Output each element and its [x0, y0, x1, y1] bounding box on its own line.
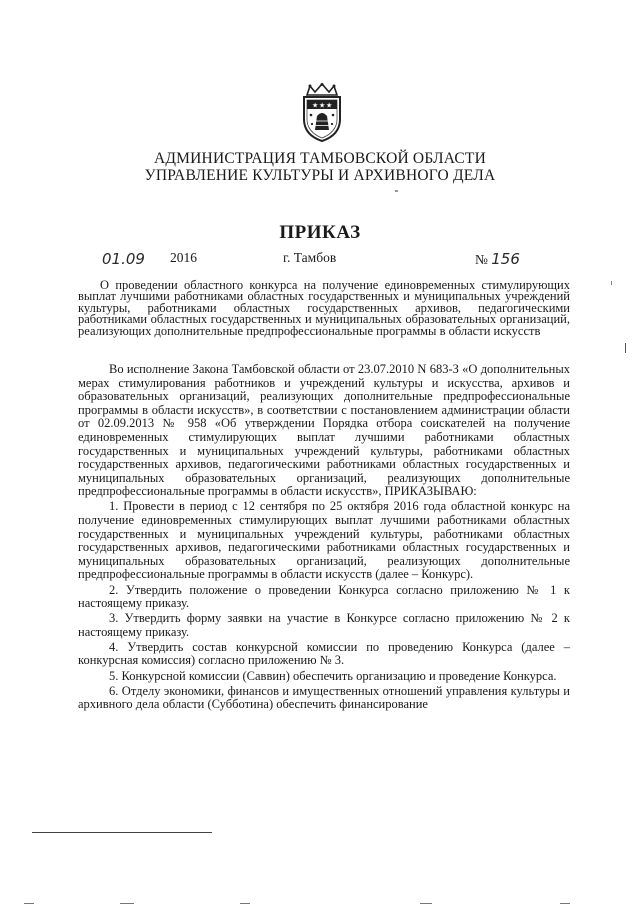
clause-6: 6. Отделу экономики, финансов и имущественных отношений управления культуры и архивного дела области (Субботина) обеспечить финансирование: [78, 683, 570, 712]
scan-edge-mark: [24, 903, 34, 904]
clause-4: 4. Утвердить состав конкурсной комиссии по проведению Конкурса (далее – конкурсная комиссия) согласно приложению № 3.: [78, 639, 570, 668]
coat-of-arms-icon: [298, 83, 346, 143]
document-title: ПРИКАЗ: [279, 222, 361, 243]
order-number: [475, 250, 520, 268]
margin-tick: [611, 281, 612, 285]
order-year: 2016: [170, 250, 197, 265]
svg-text:★: ★: [312, 101, 319, 110]
scan-speck: [395, 190, 398, 192]
clause-3: 3. Утвердить форму заявки на участие в Конкурсе согласно приложению № 2 к настоящему приказу.: [78, 611, 570, 639]
agency-line-1: АДМИНИСТРАЦИЯ ТАМБОВСКОЙ ОБЛАСТИ: [154, 150, 486, 167]
clause-1: 1. Провести в период с 12 сентября по 25 октября 2016 года областной конкурс на получение единовременных стимулирующих выплат лучшими работниками областных государственных и муниципальных учреждений культуры, работниками областных государственных архивов, педагогическими работниками областных государственных и муниципальных образовательных организаций, реализующих дополнительные предпрофессиональные программы в области искусств (далее – Конкурс).: [78, 499, 570, 582]
order-date: 01.09: [102, 250, 145, 268]
order-number-label: №: [475, 252, 488, 267]
scan-edge-mark: [420, 903, 432, 904]
clause-5: 5. Конкурсной комиссии (Саввин) обеспечить организацию и проведение Конкурса.: [109, 668, 557, 683]
subject-text: О проведении областного конкурса на получение единовременных стимулирующих выплат лучшими работниками областных государственных и муниципальных учреждений культуры, работниками областных государственных архивов, педагогическими работниками областных государственных и муниципальных образовательных организаций, реализующих дополнительные предпрофессиональные программы в области искусств: [78, 278, 570, 338]
order-body: [78, 363, 570, 713]
margin-mark: [625, 343, 626, 353]
scan-edge-mark: [240, 903, 250, 904]
svg-text:★: ★: [326, 101, 333, 110]
svg-text:★: ★: [319, 101, 326, 110]
agency-line-2: УПРАВЛЕНИЕ КУЛЬТУРЫ И АРХИВНОГО ДЕЛА: [144, 167, 496, 184]
agency-header: [0, 150, 640, 184]
scan-edge-mark: [560, 903, 570, 904]
clause-2: 2. Утвердить положение о проведении Конкурса согласно приложению № 1 к настоящему приказу.: [78, 582, 570, 611]
preamble-paragraph: Во исполнение Закона Тамбовской области от 23.07.2010 N 683-З «О дополнительных мерах стимулирования работников и учреждений культуры и искусства, архивов и образовательных организаций, реализующих дополнительные предпрофессиональные программы в области искусств», в соответствии с постановлением администрации области от 02.09.2013 № 958 «Об утверждении Порядка отбора соискателей на получение единовременных стимулирующих выплат лучшими работниками областных государственных и муниципальных учреждений культуры, работниками областных государственных архивов, педагогическими работниками областных государственных и муниципальных образовательных организаций, реализующих дополнительные предпрофессиональные программы в области искусств», ПРИКАЗЫВАЮ:: [78, 362, 570, 499]
footnote-rule: [32, 832, 212, 833]
order-city: г. Тамбов: [283, 250, 337, 265]
order-subject: [78, 280, 570, 337]
coat-of-arms-emblem: [298, 83, 346, 143]
scan-edge-mark: [120, 903, 134, 904]
order-number-value: 156: [491, 250, 520, 268]
